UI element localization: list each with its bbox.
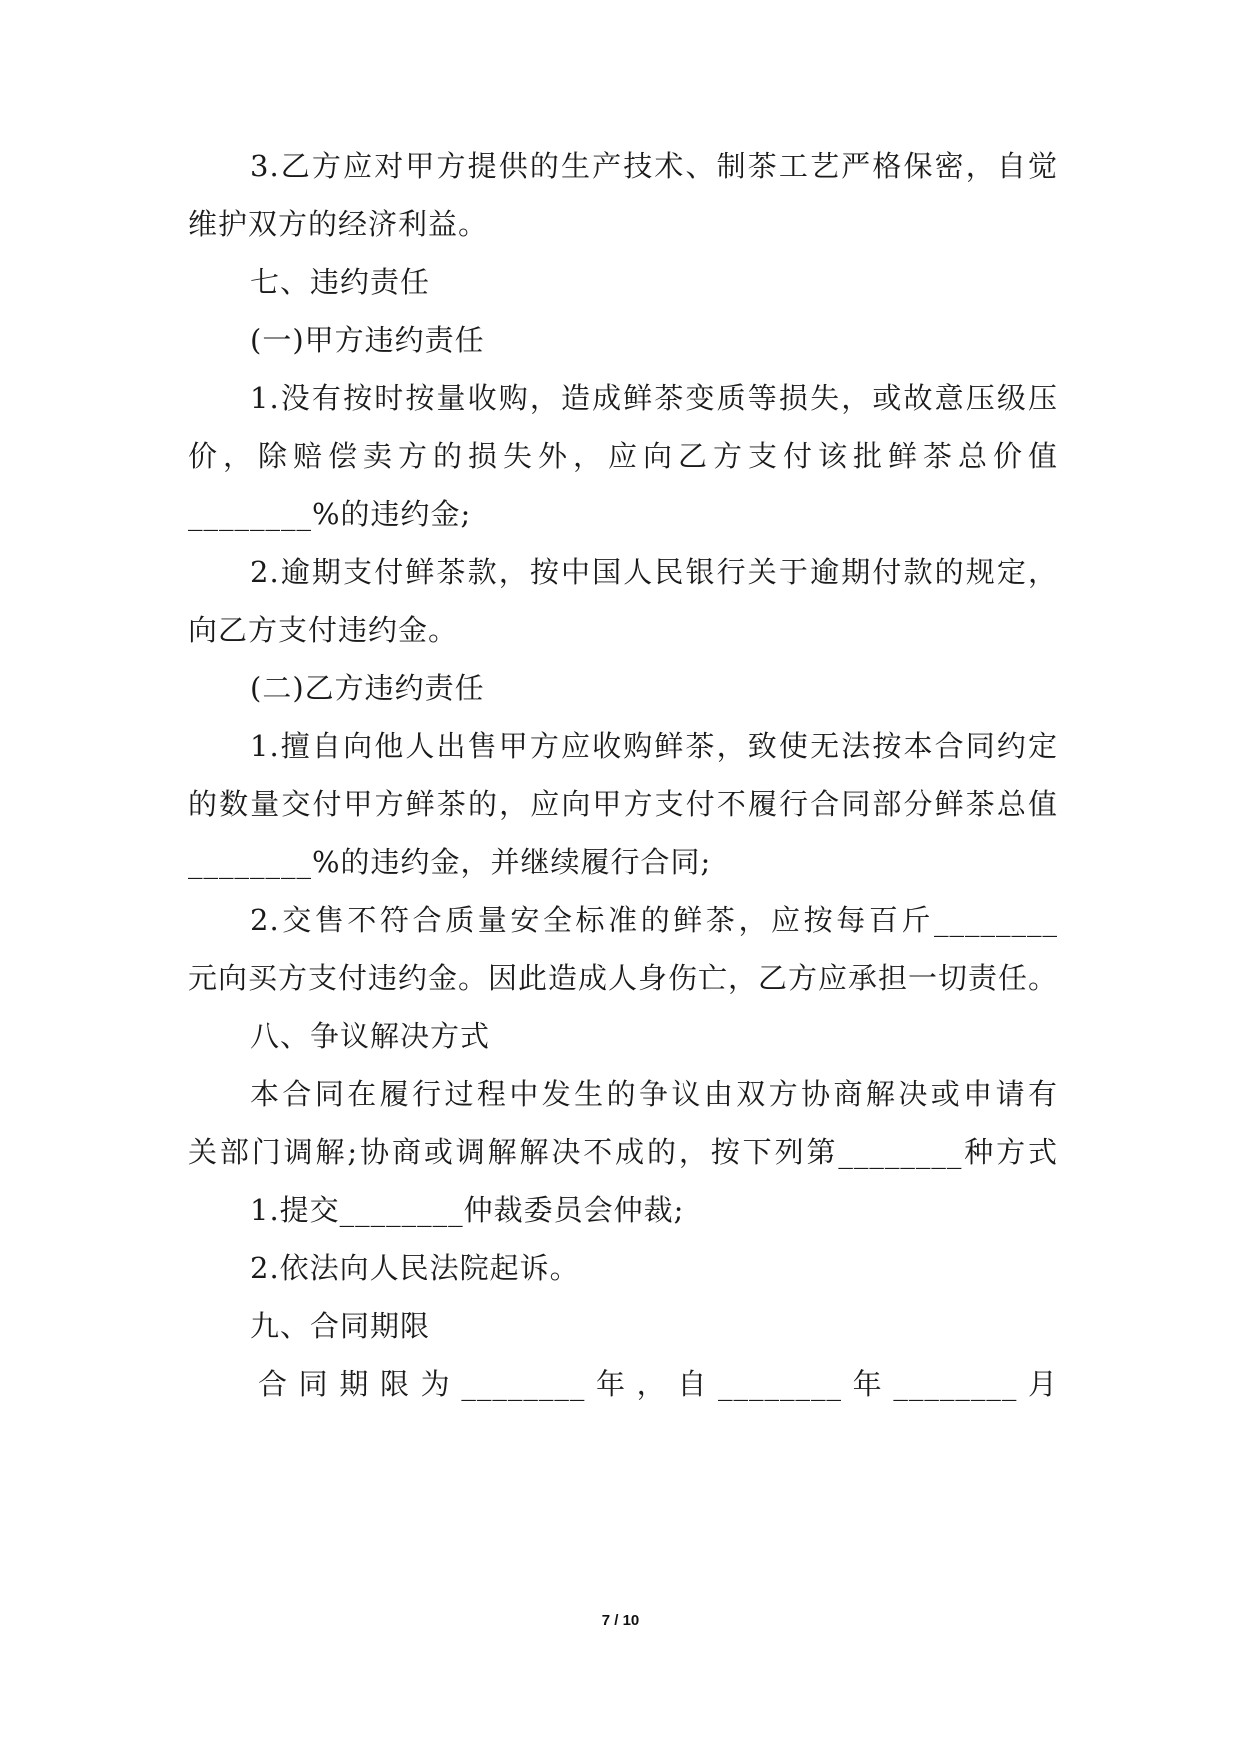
- paragraph-line: 3.乙方应对甲方提供的生产技术、制茶工艺严格保密，自觉: [250, 149, 1058, 183]
- paragraph-line: 2.逾期支付鲜茶款，按中国人民银行关于逾期付款的规定，: [250, 555, 1058, 589]
- paragraph-line: 1.提交________仲裁委员会仲裁;: [250, 1193, 685, 1227]
- paragraph-line: 维护双方的经济利益。: [188, 207, 489, 241]
- paragraph-line: ________%的违约金，并继续履行合同;: [188, 845, 712, 879]
- paragraph-line: 2.交售不符合质量安全标准的鲜茶，应按每百斤________: [250, 903, 1058, 937]
- paragraph-line: 2.依法向人民法院起诉。: [250, 1251, 580, 1285]
- paragraph-line: 元向买方支付违约金。因此造成人身伤亡，乙方应承担一切责任。: [188, 961, 1059, 995]
- paragraph-line: 向乙方支付违约金。: [188, 613, 459, 647]
- section-heading: 七、违约责任: [250, 265, 431, 299]
- subsection-heading: (二)乙方违约责任: [250, 671, 485, 705]
- paragraph-line: ________%的违约金;: [188, 497, 472, 531]
- section-heading: 八、争议解决方式: [250, 1019, 491, 1053]
- subsection-heading: (一)甲方违约责任: [250, 323, 485, 357]
- paragraph-line: 合同期限为________年，自________年________月: [258, 1367, 1058, 1401]
- paragraph-line: 关部门调解;协商或调解解决不成的，按下列第________种方式: [188, 1135, 1058, 1169]
- paragraph-line: 本合同在履行过程中发生的争议由双方协商解决或申请有: [250, 1077, 1058, 1111]
- page-number: 7 / 10: [601, 1612, 640, 1629]
- section-heading: 九、合同期限: [250, 1309, 431, 1343]
- paragraph-line: 的数量交付甲方鲜茶的，应向甲方支付不履行合同部分鲜茶总值: [188, 787, 1058, 821]
- paragraph-line: 价，除赔偿卖方的损失外，应向乙方支付该批鲜茶总价值: [188, 439, 1058, 473]
- paragraph-line: 1.没有按时按量收购，造成鲜茶变质等损失，或故意压级压: [250, 381, 1058, 415]
- paragraph-line: 1.擅自向他人出售甲方应收购鲜茶，致使无法按本合同约定: [250, 729, 1058, 763]
